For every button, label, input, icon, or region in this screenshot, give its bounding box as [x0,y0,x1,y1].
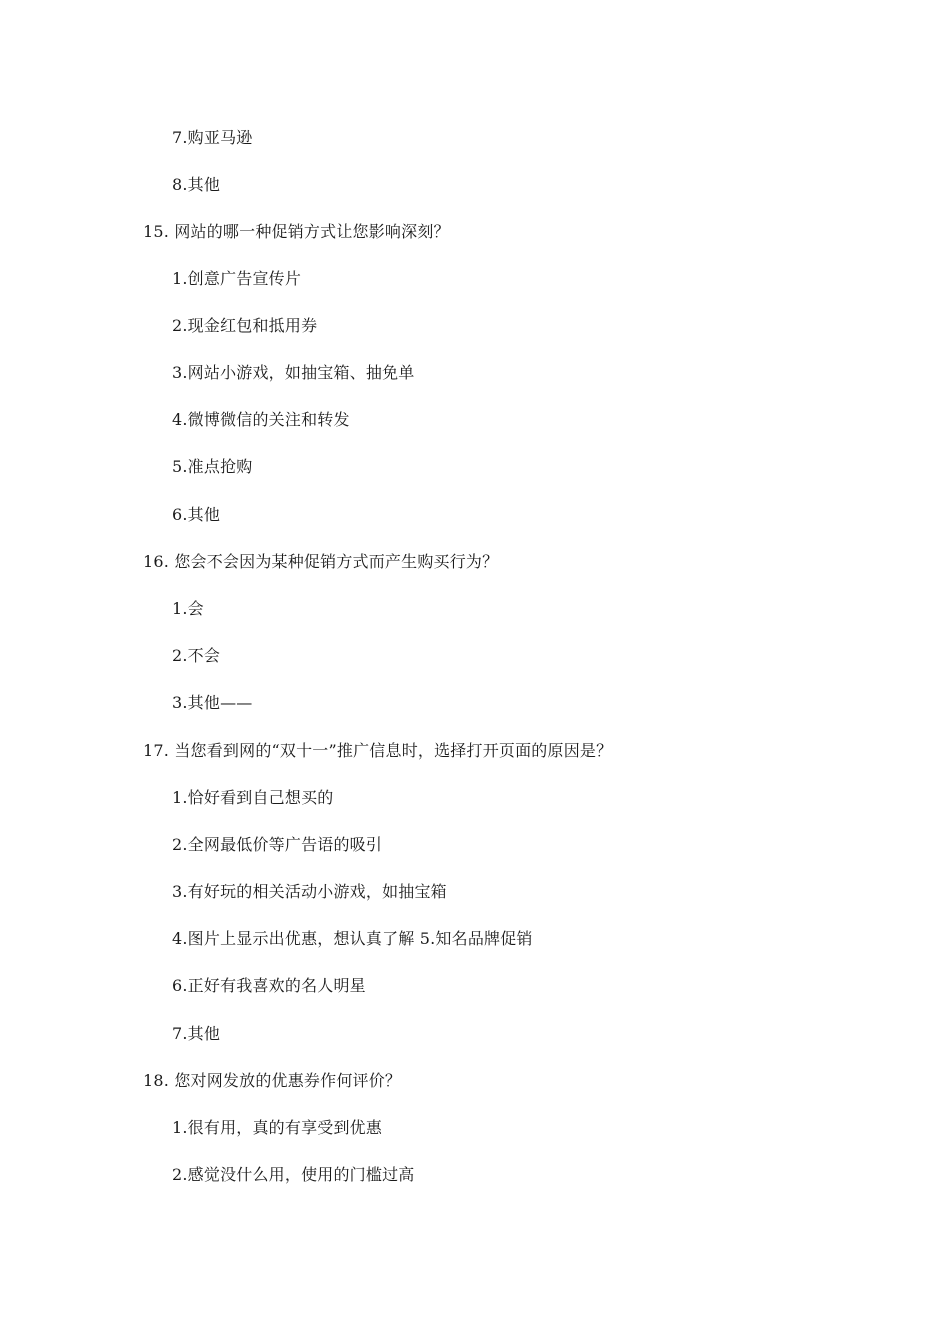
q15-option-2: 2.现金红包和抵用券 [172,316,318,335]
q16-option-2: 2.不会 [172,646,221,665]
q15-option-4: 4.微博微信的关注和转发 [172,410,350,429]
q16-option-3: 3.其他—— [172,693,253,712]
question-16: 16. 您会不会因为某种促销方式而产生购买行为？ [143,552,499,571]
q17-option-6: 6.正好有我喜欢的名人明星 [172,976,366,995]
q15-option-3: 3.网站小游戏，如抽宝箱、抽免单 [172,363,415,382]
question-17: 17. 当您看到网的“双十一”推广信息时，选择打开页面的原因是？ [143,741,613,760]
q15-option-5: 5.准点抢购 [172,457,253,476]
q14-option-7: 7.购亚马逊 [172,128,253,147]
q15-option-6: 6.其他 [172,505,221,524]
question-15: 15. 网站的哪一种促销方式让您影响深刻？ [143,222,450,241]
q18-option-2: 2.感觉没什么用，使用的门槛过高 [172,1165,415,1184]
q17-option-7: 7.其他 [172,1024,221,1043]
q15-option-1: 1.创意广告宣传片 [172,269,302,288]
q14-option-8: 8.其他 [172,175,221,194]
question-18: 18. 您对网发放的优惠券作何评价？ [143,1071,402,1090]
q17-option-3: 3.有好玩的相关活动小游戏，如抽宝箱 [172,882,447,901]
q17-option-2: 2.全网最低价等广告语的吸引 [172,835,383,854]
q18-option-1: 1.很有用，真的有享受到优惠 [172,1118,383,1137]
q16-option-1: 1.会 [172,599,204,618]
q17-option-1: 1.恰好看到自己想买的 [172,788,334,807]
q17-option-4-5: 4.图片上显示出优惠，想认真了解 5.知名品牌促销 [172,929,533,948]
